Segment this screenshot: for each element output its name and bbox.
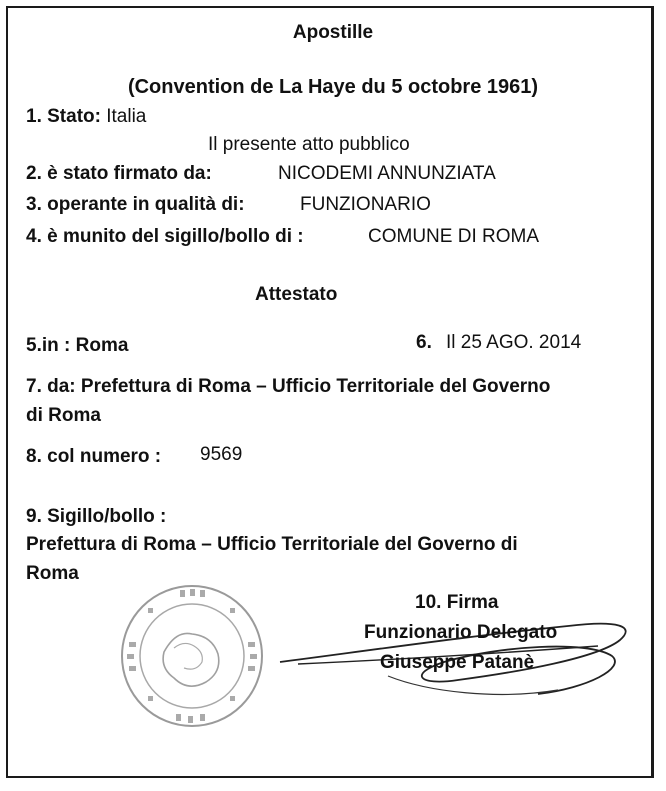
field-3-label: 3. operante in qualità di: [26, 194, 245, 215]
field-10-label: 10. Firma [415, 592, 499, 613]
field-9-line-2: Roma [26, 563, 79, 584]
field-1-value: Italia [106, 106, 147, 127]
field-4-value: COMUNE DI ROMA [368, 226, 539, 247]
field-4-label: 4. è munito del sigillo/bollo di : [26, 226, 304, 247]
signatory-role: Funzionario Delegato [364, 622, 558, 643]
signatory-name: Giuseppe Patanè [380, 652, 535, 673]
field-5-label: 5.in : Roma [26, 335, 129, 356]
convention-line: (Convention de La Haye du 5 octobre 1961) [127, 76, 539, 98]
field-3-value: FUNZIONARIO [300, 194, 431, 215]
intro-line: Il presente atto pubblico [208, 134, 410, 155]
field-2-value: NICODEMI ANNUNZIATA [278, 163, 496, 184]
field-2-label: 2. è stato firmato da: [26, 163, 212, 184]
attestato-heading: Attestato [255, 284, 338, 305]
stamp-seal-icon [118, 582, 266, 730]
field-6-label: 6. [416, 332, 432, 353]
field-1-label: 1. Stato: [26, 106, 101, 127]
field-7-line-2: di Roma [26, 405, 101, 426]
field-1-stato [26, 106, 146, 128]
field-9-line-1: Prefettura di Roma – Ufficio Territoriale del Governo di [26, 534, 518, 555]
field-9-label: 9. Sigillo/bollo : [26, 506, 167, 527]
field-6-date: Il 25 AGO. 2014 [446, 332, 582, 353]
field-7-line-1: 7. da: Prefettura di Roma – Ufficio Territoriale del Governo [26, 376, 551, 397]
field-8-label: 8. col numero : [26, 446, 162, 467]
field-8-value: 9569 [200, 444, 243, 465]
document-title: Apostille [292, 22, 374, 43]
